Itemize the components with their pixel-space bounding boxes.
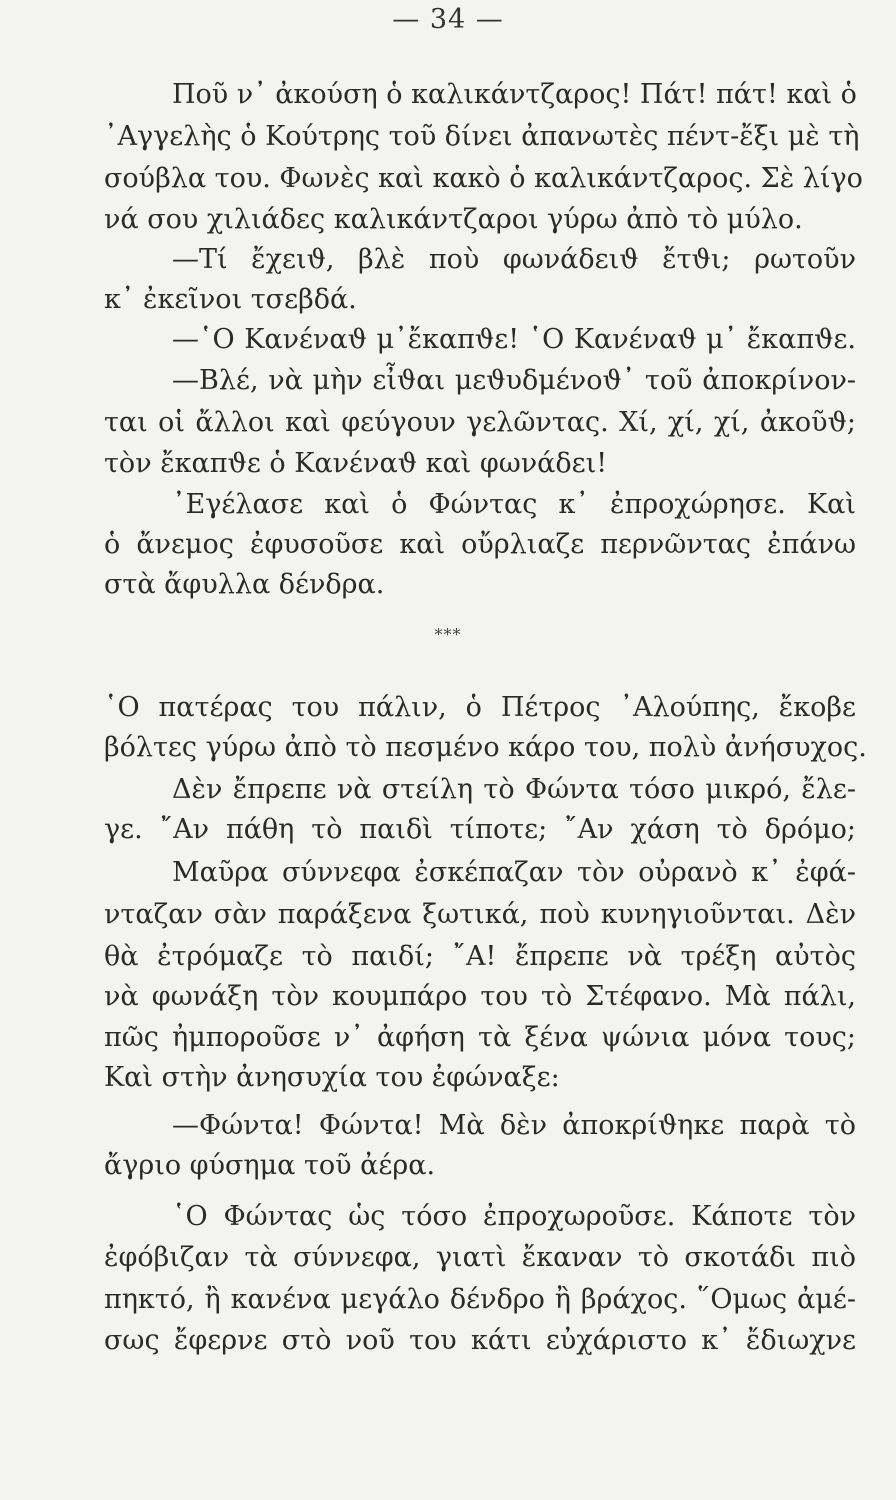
text-line: σως ἔφερνε στὸ νοῦ του κάτι εὐχάριστο κ᾽ ἔδιωχνε <box>104 1325 856 1356</box>
text-line: —Τί ἔχειϑ, βλὲ ποὺ φωνάδειϑ ἔτϑι; ρωτοῦν <box>172 244 856 275</box>
text-line: Μαῦρα σύννεφα ἐσκέπαζαν τὸν οὐρανὸ κ᾽ ἐφά- <box>172 857 856 888</box>
text-line: —῾Ο Κανέναϑ μ᾽ἔκαπϑε! ῾Ο Κανέναϑ μ᾽ ἔκαπϑε. <box>172 324 856 355</box>
text-line: ὁ ἄνεμος ἐφυσοῦσε καὶ οὔρλιαζε περνῶντας ἐπάνω <box>104 529 856 560</box>
text-line: ἐφόβιζαν τὰ σύννεφα, γιατὶ ἔκαναν τὸ σκοτάδι πιὸ <box>104 1242 856 1273</box>
text-line: ᾽Εγέλασε καὶ ὁ Φώντας κ᾽ ἐπροχώρησε. Καὶ <box>172 489 856 520</box>
page-number: — 34 — <box>392 4 504 35</box>
text-line: πηκτό, ἢ κανένα μεγάλο δένδρο ἢ βράχος. ῞Ομως ἀμέ- <box>104 1284 856 1315</box>
text-line: Ποῦ ν᾽ ἀκούση ὁ καλικάντζαρος! Πάτ! πάτ! καὶ ὁ <box>172 79 857 110</box>
text-line: νταζαν σὰν παράξενα ξωτικά, ποὺ κυνηγιοῦνται. Δὲν <box>104 899 856 930</box>
text-line: —Βλέ, νὰ μὴν εἶϑαι μεϑυδμένοϑ᾽ τοῦ ἀποκρίνον- <box>172 365 856 396</box>
text-line: βόλτες γύρω ἀπὸ τὸ πεσμένο κάρο του, πολὺ ἀνήσυχος. <box>104 732 867 763</box>
text-line: ῾Ο Φώντας ὡς τόσο ἐπροχωροῦσε. Κάποτε τὸν <box>172 1201 856 1232</box>
text-line: ῾Ο πατέρας του πάλιν, ὁ Πέτρος ᾽Αλούπης, ἔκοβε <box>104 692 856 723</box>
text-line: ᾽Αγγελὴς ὁ Κούτρης τοῦ δίνει ἀπανωτὲς πέντ-ἔξι μὲ τὴ <box>104 121 860 152</box>
text-line: κ᾽ ἐκεῖνοι τσεβδά. <box>104 284 357 315</box>
text-line: νά σου χιλιάδες καλικάντζαροι γύρω ἀπὸ τὸ μύλο. <box>104 204 803 235</box>
text-line: —Φώντα! Φώντα! Μὰ δὲν ἀποκρίϑηκε παρὰ τὸ <box>172 1110 856 1141</box>
text-line: πῶς ἠμποροῦσε ν᾽ ἀφήση τὰ ξένα ψώνια μόνα τους; <box>104 1022 856 1053</box>
text-line: στὰ ἄφυλλα δένδρα. <box>104 569 385 600</box>
text-line: νὰ φωνάξη τὸν κουμπάρο του τὸ Στέφανο. Μὰ πάλι, <box>104 981 856 1012</box>
text-line: θὰ ἐτρόμαζε τὸ παιδί; ῎Α! ἔπρεπε νὰ τρέξη αὐτὸς <box>104 941 856 972</box>
text-line: Καὶ στὴν ἀνησυχία του ἐφώναξε: <box>104 1062 560 1093</box>
text-line: τὸν ἔκαπϑε ὁ Κανέναϑ καὶ φωνάδει! <box>104 448 608 479</box>
text-line: γε. ῎Αν πάθη τὸ παιδὶ τίποτε; ῎Αν χάση τὸ δρόμο; <box>104 814 856 845</box>
section-separator: *** <box>434 625 462 644</box>
text-line: ἄγριο φύσημα τοῦ ἀέρα. <box>104 1150 436 1181</box>
text-line: ται οἱ ἄλλοι καὶ φεύγουν γελῶντας. Χί, χί, χί, ἀκοῦϑ; <box>104 407 856 438</box>
text-line: Δὲν ἔπρεπε νὰ στείλη τὸ Φώντα τόσο μικρό, ἔλε- <box>172 774 856 805</box>
text-line: σούβλα του. Φωνὲς καὶ κακὸ ὁ καλικάντζαρος. Σὲ λίγο <box>104 163 863 194</box>
